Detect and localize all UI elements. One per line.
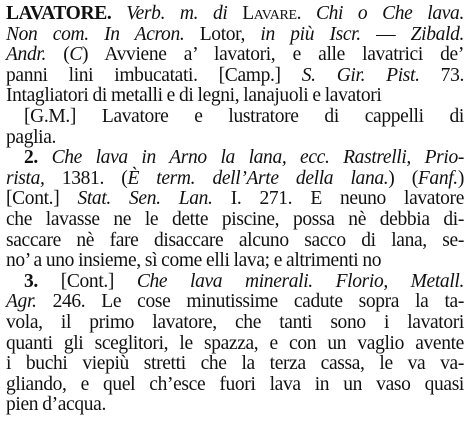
- entry-text: [Cont.]: [6, 188, 78, 210]
- entry-text: Lotor,: [184, 23, 261, 45]
- entry-text: Che lava in Arno la lana, ecc. Rastrelli, Prio-: [51, 147, 464, 169]
- entry-text: Che lava minerali. Florio, Metall.: [136, 270, 464, 292]
- entry-text: C: [69, 44, 83, 66]
- entry-text: Andr.: [6, 44, 46, 66]
- entry-text: saccare nè fare disaccare alcuno sacco di lana, se-: [6, 229, 464, 251]
- entry-text: 73.: [419, 64, 465, 86]
- entry-text: no’ a uno insieme, sì come elli lava; e altrimenti no: [6, 250, 382, 272]
- entry-text: in più Iscr.: [260, 23, 361, 45]
- entry-text: panni lini imbucatati. [Camp.]: [6, 64, 302, 86]
- entry-text: Agr.: [6, 291, 37, 313]
- entry-text: ) Avviene a’ lavatori, e alle lavatrici de’: [82, 44, 464, 66]
- entry-text: che lavasse ne le dette piscine, possa nè debbia di-: [6, 209, 464, 230]
- entry-text: pien d’acqua.: [6, 394, 106, 416]
- entry-text: paglia.: [6, 126, 57, 148]
- entry-text: 1381. (: [44, 167, 128, 189]
- entry-text: vola, il primo lavatore, che tanti sono i lavatori: [6, 312, 464, 333]
- entry-heading: 2.: [24, 147, 52, 169]
- entry-heading: 3.: [24, 270, 61, 292]
- entry-text: .: [296, 3, 316, 24]
- entry-text: Zibald.: [410, 23, 464, 45]
- entry-text: quanti gli sceglitori, le spazza, e con un vaglio avente: [6, 332, 464, 354]
- entry-text: Intagliatori di metalli e di legni, lanajuoli e lavatori: [6, 85, 382, 107]
- entry-text: rista,: [6, 167, 45, 189]
- entry-text: S. Gir. Pist.: [301, 64, 420, 86]
- entry-text: Lavare: [242, 3, 297, 24]
- entry-text: gliando, e quel ch’esce fuori lava in un vaso quasi: [6, 373, 464, 395]
- entry-text: ) (: [388, 167, 418, 189]
- entry-text: ): [457, 167, 464, 189]
- entry-text: (: [45, 44, 70, 66]
- entry-text: È term. dell’Arte della lana.: [127, 167, 389, 189]
- entry-text: —: [360, 23, 411, 45]
- entry-text: Chi o Che lava.: [315, 3, 464, 24]
- entry-text: Verb. m. di: [111, 3, 243, 24]
- entry-heading: LAVATORE.: [6, 3, 112, 24]
- entry-text: i buchi viepiù stretti che la terza cassa, le va va-: [6, 353, 464, 375]
- entry-text: [G.M.] Lavatore e lustratore di cappelli di: [24, 106, 464, 127]
- entry-line: [6, 393, 464, 417]
- entry-text: 246. Le cose minutissime cadute sopra la ta-: [36, 291, 464, 313]
- entry-text: [Cont.]: [60, 270, 137, 292]
- entry-text: Stat. Sen. Lan.: [77, 188, 213, 210]
- entry-text: Fanf.: [417, 167, 458, 189]
- entry-text: Non com. In Acron.: [6, 23, 185, 45]
- entry-text: I. 271. E neuno lavatore: [212, 188, 464, 210]
